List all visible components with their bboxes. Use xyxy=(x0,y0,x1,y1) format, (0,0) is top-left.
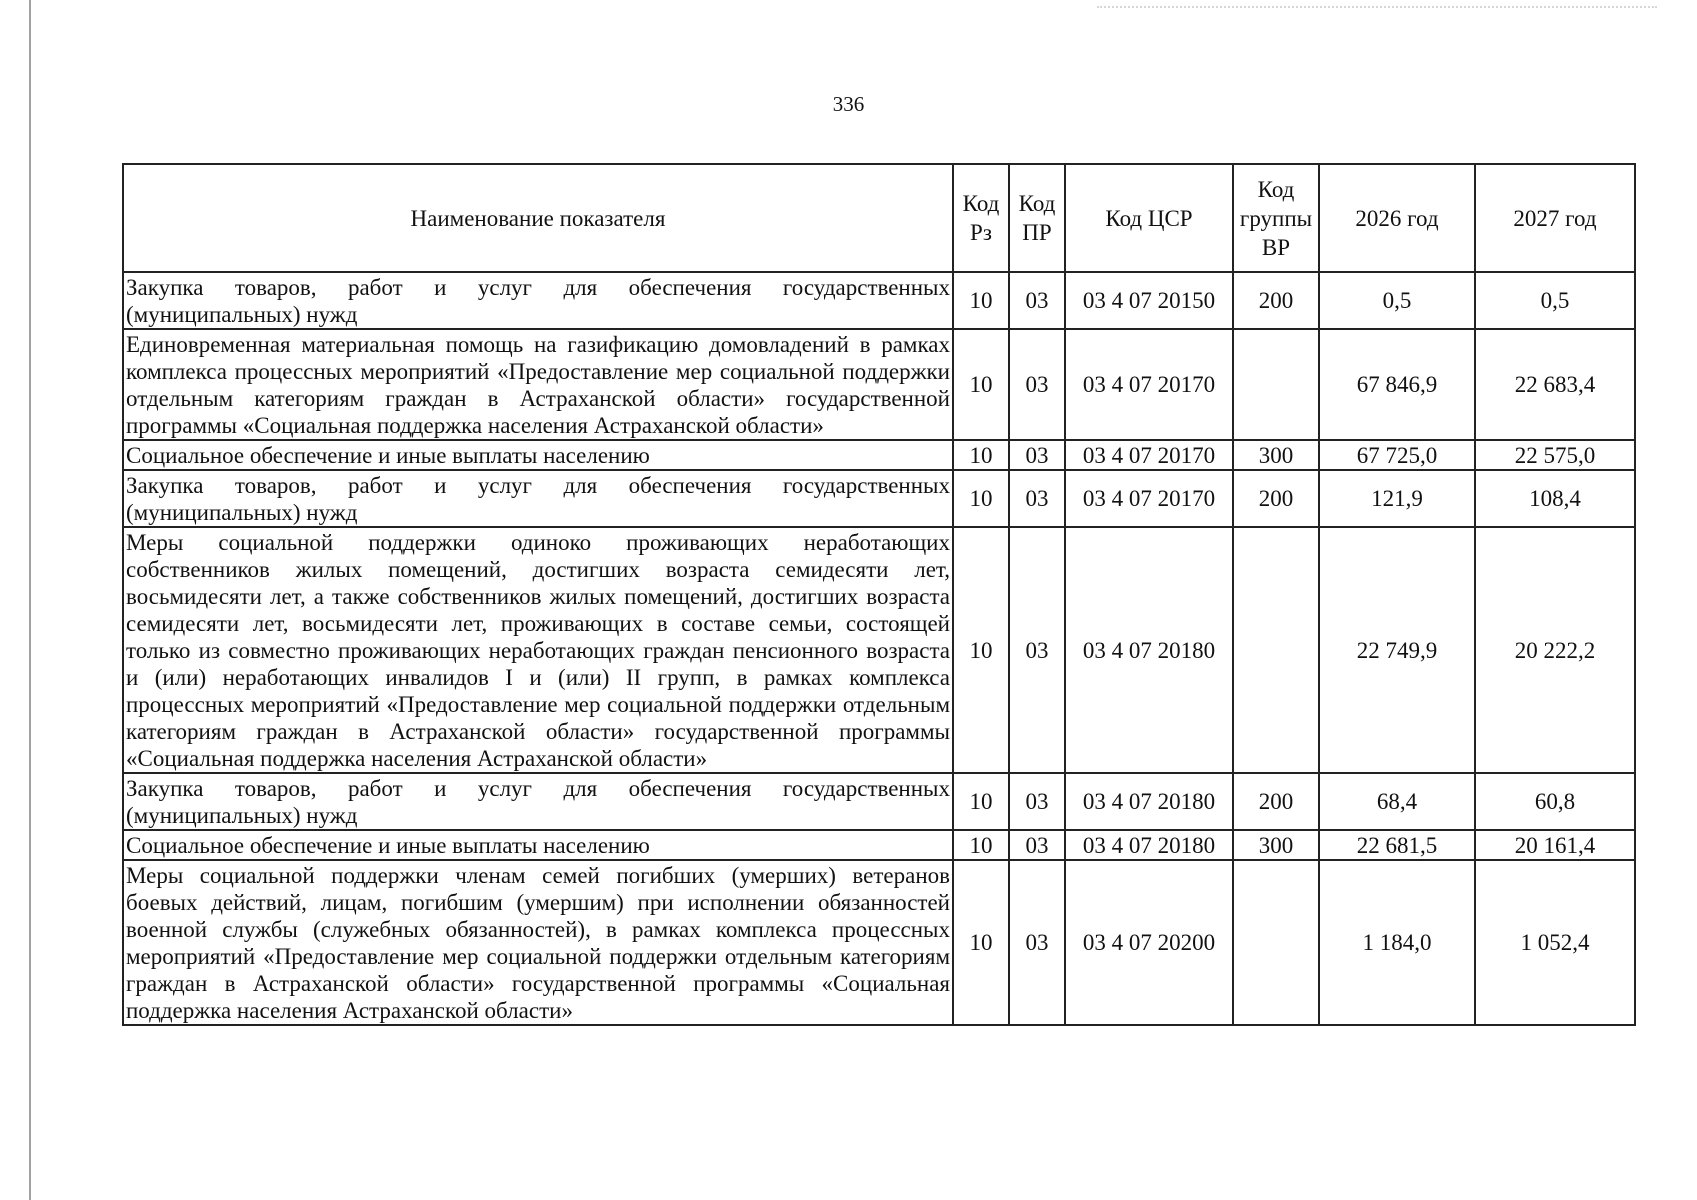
cell-vr xyxy=(1233,329,1319,440)
table-row xyxy=(123,272,1635,329)
header-vr: Код группы ВР xyxy=(1233,164,1319,272)
cell-vr: 200 xyxy=(1233,773,1319,830)
header-2027: 2027 год xyxy=(1475,164,1635,272)
cell-pr: 03 xyxy=(1009,773,1065,830)
cell-rz: 10 xyxy=(953,329,1009,440)
cell-csr: 03 4 07 20170 xyxy=(1065,329,1233,440)
cell-rz: 10 xyxy=(953,272,1009,329)
budget-table xyxy=(122,163,1636,1026)
cell-2026: 68,4 xyxy=(1319,773,1475,830)
cell-2026: 1 184,0 xyxy=(1319,860,1475,1025)
cell-2026: 22 749,9 xyxy=(1319,527,1475,773)
cell-vr: 200 xyxy=(1233,272,1319,329)
cell-2027: 108,4 xyxy=(1475,470,1635,527)
cell-2026: 67 725,0 xyxy=(1319,440,1475,470)
cell-name: Меры социальной поддержки одиноко проживающих неработающих собственников жилых помещений, достигших возраста семидесяти лет, восьмидесяти лет, а также собственников жилых помещений, достигших возраста семидесяти лет, восьмидесяти лет, проживающих в составе семьи, состоящей только из совместно проживающих неработающих граждан пенсионного возраста и (или) неработающих инвалидов I и (или) II групп, в рамках комплекса процессных мероприятий «Предоставление мер социальной поддержки отдельным категориям граждан в Астраханской области» государственной программы «Социальная поддержка населения Астраханской области» xyxy=(123,527,953,773)
header-csr: Код ЦСР xyxy=(1065,164,1233,272)
cell-rz: 10 xyxy=(953,470,1009,527)
cell-csr: 03 4 07 20200 xyxy=(1065,860,1233,1025)
cell-csr: 03 4 07 20180 xyxy=(1065,773,1233,830)
cell-rz: 10 xyxy=(953,830,1009,860)
cell-name: Социальное обеспечение и иные выплаты населению xyxy=(123,440,953,470)
cell-2026: 22 681,5 xyxy=(1319,830,1475,860)
cell-vr: 200 xyxy=(1233,470,1319,527)
cell-rz: 10 xyxy=(953,860,1009,1025)
scan-left-edge xyxy=(29,0,31,1200)
header-rz: Код Рз xyxy=(953,164,1009,272)
cell-2027: 20 222,2 xyxy=(1475,527,1635,773)
cell-vr xyxy=(1233,860,1319,1025)
scan-top-artifact xyxy=(1097,6,1657,8)
cell-2027: 22 683,4 xyxy=(1475,329,1635,440)
cell-2026: 67 846,9 xyxy=(1319,329,1475,440)
cell-rz: 10 xyxy=(953,527,1009,773)
header-name: Наименование показателя xyxy=(123,164,953,272)
cell-2027: 22 575,0 xyxy=(1475,440,1635,470)
cell-name: Закупка товаров, работ и услуг для обеспечения государственных (муниципальных) нужд xyxy=(123,272,953,329)
cell-name: Закупка товаров, работ и услуг для обеспечения государственных (муниципальных) нужд xyxy=(123,470,953,527)
cell-csr: 03 4 07 20150 xyxy=(1065,272,1233,329)
cell-pr: 03 xyxy=(1009,329,1065,440)
cell-pr: 03 xyxy=(1009,860,1065,1025)
cell-csr: 03 4 07 20170 xyxy=(1065,440,1233,470)
table-row xyxy=(123,527,1635,773)
page-number: 336 xyxy=(832,92,865,116)
cell-vr: 300 xyxy=(1233,830,1319,860)
cell-rz: 10 xyxy=(953,440,1009,470)
cell-pr: 03 xyxy=(1009,272,1065,329)
cell-pr: 03 xyxy=(1009,830,1065,860)
table-row xyxy=(123,470,1635,527)
cell-name: Социальное обеспечение и иные выплаты населению xyxy=(123,830,953,860)
cell-pr: 03 xyxy=(1009,440,1065,470)
cell-csr: 03 4 07 20180 xyxy=(1065,830,1233,860)
cell-vr xyxy=(1233,527,1319,773)
cell-name: Меры социальной поддержки членам семей погибших (умерших) ветеранов боевых действий, лицам, погибшим (умершим) при исполнении обязанностей военной службы (служебных обязанностей), в рамках комплекса процессных мероприятий «Предоставление мер социальной поддержки отдельным категориям граждан в Астраханской области» государственной программы «Социальная поддержка населения Астраханской области» xyxy=(123,860,953,1025)
table-row xyxy=(123,773,1635,830)
cell-name: Закупка товаров, работ и услуг для обеспечения государственных (муниципальных) нужд xyxy=(123,773,953,830)
cell-2027: 0,5 xyxy=(1475,272,1635,329)
cell-2027: 20 161,4 xyxy=(1475,830,1635,860)
cell-rz: 10 xyxy=(953,773,1009,830)
table-row xyxy=(123,329,1635,440)
table-row xyxy=(123,440,1635,470)
cell-pr: 03 xyxy=(1009,527,1065,773)
cell-2027: 1 052,4 xyxy=(1475,860,1635,1025)
cell-2026: 121,9 xyxy=(1319,470,1475,527)
cell-csr: 03 4 07 20170 xyxy=(1065,470,1233,527)
table-row xyxy=(123,830,1635,860)
cell-csr: 03 4 07 20180 xyxy=(1065,527,1233,773)
cell-2026: 0,5 xyxy=(1319,272,1475,329)
table-row xyxy=(123,860,1635,1025)
cell-name: Единовременная материальная помощь на газификацию домовладений в рамках комплекса процессных мероприятий «Предоставление мер социальной поддержки отдельным категориям граждан в Астраханской области» государственной программы «Социальная поддержка населения Астраханской области» xyxy=(123,329,953,440)
cell-pr: 03 xyxy=(1009,470,1065,527)
cell-2027: 60,8 xyxy=(1475,773,1635,830)
header-pr: Код ПР xyxy=(1009,164,1065,272)
header-2026: 2026 год xyxy=(1319,164,1475,272)
table-header-row xyxy=(123,164,1635,272)
cell-vr: 300 xyxy=(1233,440,1319,470)
